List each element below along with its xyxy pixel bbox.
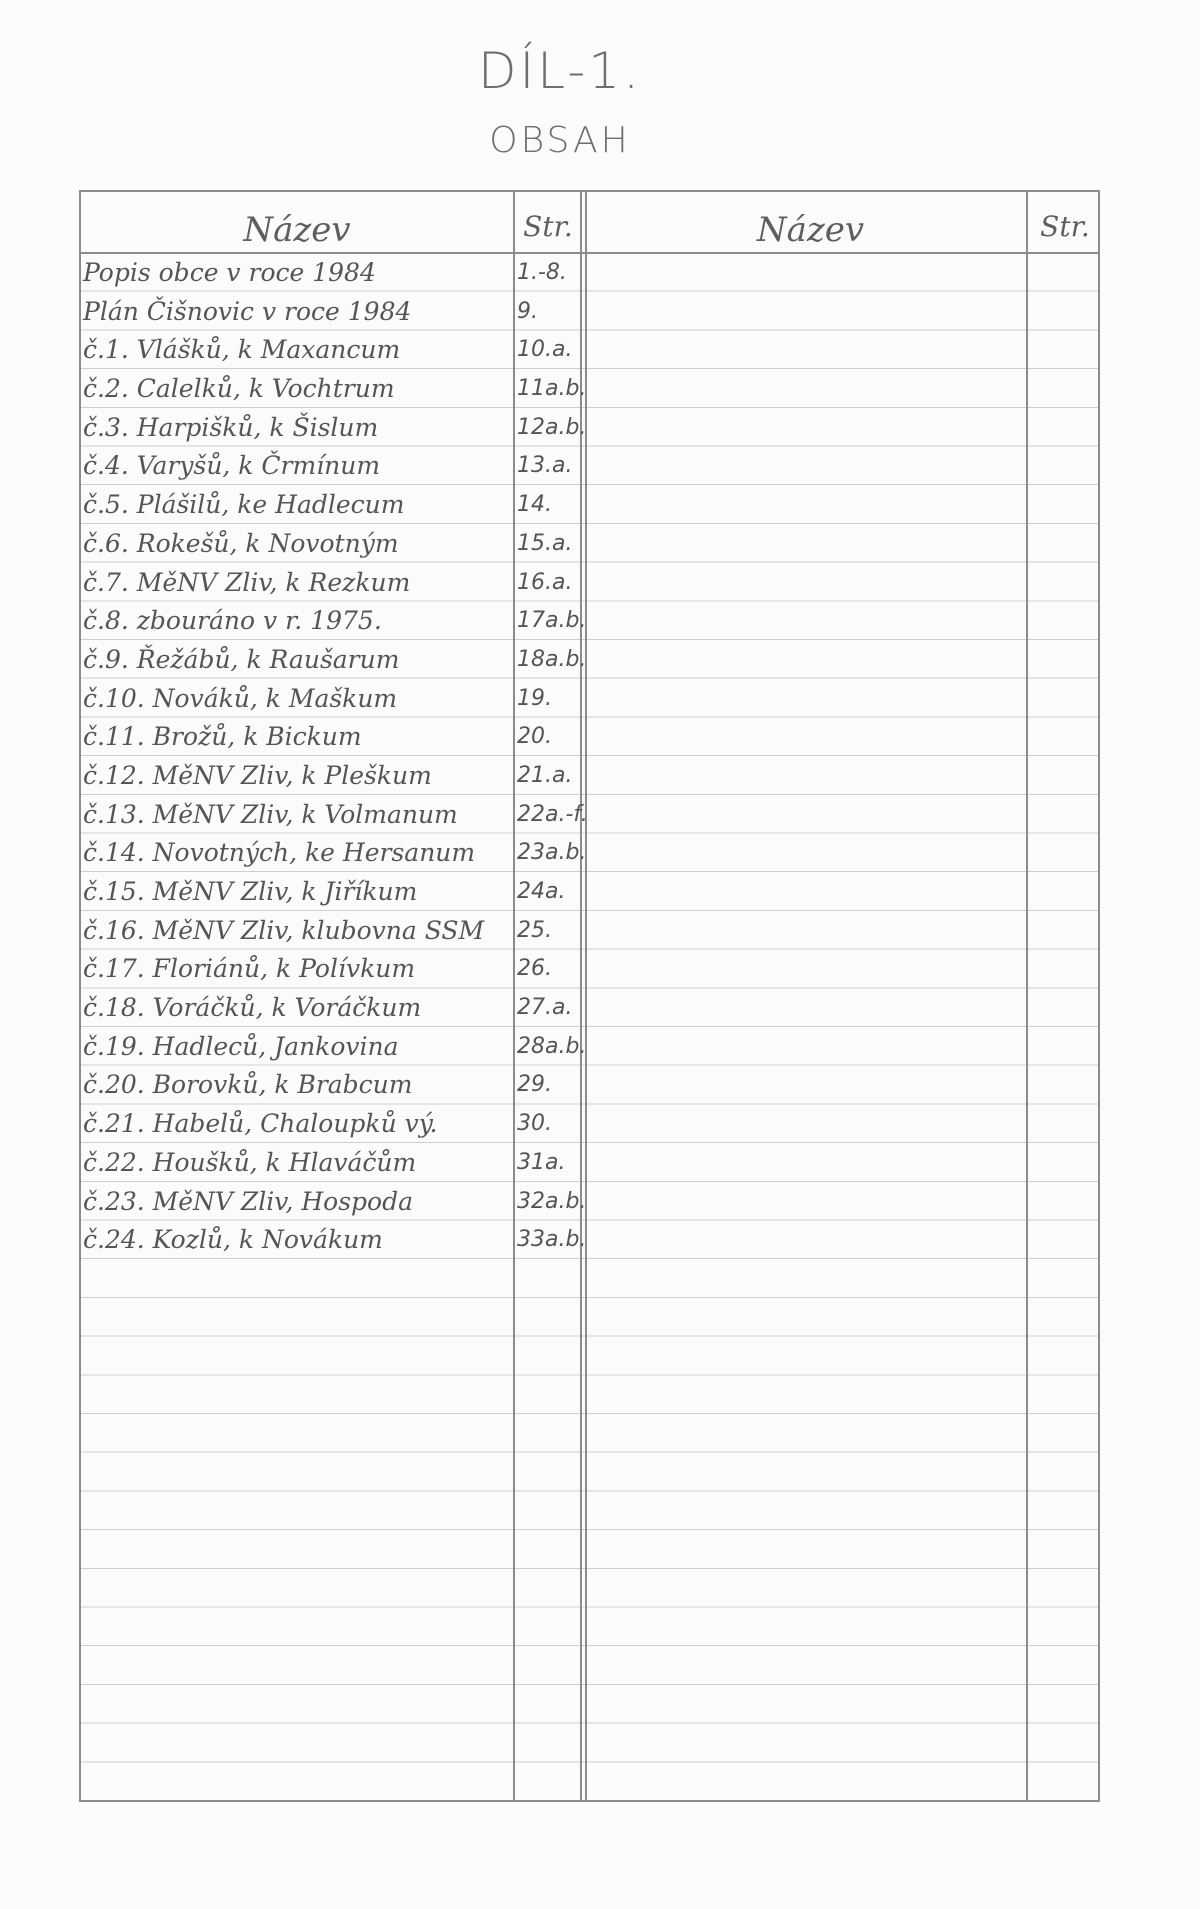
- table-row: [81, 641, 591, 680]
- column-header-name-left: Název: [243, 210, 351, 250]
- entry-page: 10.a.: [517, 337, 573, 363]
- table-row: [81, 834, 591, 873]
- entry-name: č.15. MěNV Zliv, k Jiříkum: [83, 877, 418, 906]
- entry-page: 25.: [517, 917, 552, 943]
- table-row: [81, 331, 591, 370]
- entry-page: 22a.-f.: [517, 801, 588, 827]
- table-row: [81, 950, 591, 989]
- entry-name: Popis obce v roce 1984: [83, 258, 376, 287]
- entry-page: 33a.b.: [517, 1227, 587, 1253]
- entry-name: č.12. MěNV Zliv, k Pleškum: [83, 760, 432, 790]
- entry-page: 18a.b.: [517, 646, 587, 672]
- entry-name: č.16. MěNV Zliv, klubovna SSM: [83, 915, 485, 945]
- entry-page: 29.: [517, 1072, 552, 1098]
- entry-page: 21.a.: [517, 762, 573, 788]
- column-header-name-right: Název: [756, 210, 865, 250]
- table-row: [81, 486, 591, 525]
- entry-name: č.23. MěNV Zliv, Hospoda: [83, 1186, 413, 1216]
- entry-page: 16.a.: [517, 569, 573, 595]
- entry-page: 27.a.: [517, 995, 573, 1021]
- part-title: DÍL-1.: [478, 42, 642, 100]
- entry-name: č.18. Voráčků, k Voráčkum: [83, 993, 422, 1023]
- entry-name: č.4. Varyšů, k Črmínum: [83, 451, 381, 481]
- entry-page: 31a.: [517, 1149, 566, 1175]
- entry-page: 15.a.: [517, 530, 573, 556]
- entry-name: č.1. Vlášků, k Maxancum: [83, 335, 401, 365]
- entry-page: 28a.b.: [517, 1033, 587, 1059]
- entry-page: 17a.b.: [517, 608, 587, 634]
- entries-list: [81, 254, 591, 1260]
- table-row: [81, 873, 591, 912]
- entry-page: 19.: [517, 685, 552, 711]
- entry-page: 11a.b.: [517, 376, 587, 402]
- entry-name: č.13. MěNV Zliv, k Volmanum: [83, 799, 458, 829]
- entry-name: č.8. zbouráno v r. 1975.: [83, 606, 382, 636]
- entry-name: č.7. MěNV Zliv, k Rezkum: [83, 567, 411, 597]
- entry-page: 26.: [517, 956, 552, 982]
- table-row: [81, 1066, 591, 1105]
- entry-name: č.24. Kozlů, k Novákum: [83, 1225, 383, 1255]
- table-row: [81, 254, 591, 293]
- entry-page: 30.: [517, 1111, 552, 1137]
- table-row: [81, 757, 591, 796]
- entry-name: č.17. Floriánů, k Polívkum: [83, 954, 416, 984]
- contents-title: OBSAH: [489, 120, 631, 161]
- entry-page: 14.: [517, 492, 552, 518]
- entry-name: č.11. Brožů, k Bickum: [83, 722, 362, 752]
- entry-name: č.22. Houšků, k Hlaváčům: [83, 1147, 417, 1177]
- column-divider: [1026, 192, 1028, 1800]
- entry-name: č.5. Plášilů, ke Hadlecum: [83, 490, 405, 520]
- table-row: [81, 796, 591, 835]
- entry-page: 13.a.: [517, 453, 573, 479]
- entry-name: č.19. Hadleců, Jankovina: [83, 1031, 399, 1061]
- entry-name: č.9. Řežábů, k Raušarum: [83, 644, 400, 674]
- table-row: [81, 525, 591, 564]
- column-header-page-left: Str.: [523, 210, 573, 243]
- entry-name: č.10. Nováků, k Maškum: [83, 683, 398, 713]
- entry-name: Plán Čišnovic v roce 1984: [83, 296, 412, 326]
- contents-table: [79, 190, 1100, 1802]
- table-row: [81, 293, 591, 332]
- entry-page: 12a.b.: [517, 414, 587, 440]
- entry-name: č.3. Harpišků, k Šislum: [83, 412, 379, 442]
- entry-name: č.2. Calelků, k Vochtrum: [83, 374, 395, 404]
- entry-page: 23a.b.: [517, 840, 587, 866]
- table-row: [81, 1221, 591, 1260]
- table-row: [81, 370, 591, 409]
- table-row: [81, 718, 591, 757]
- table-row: [81, 680, 591, 719]
- table-row: [81, 989, 591, 1028]
- entry-page: 9.: [517, 298, 538, 324]
- table-row: [81, 1144, 591, 1183]
- table-row: [81, 447, 591, 486]
- entry-name: č.21. Habelů, Chaloupků vý.: [83, 1109, 438, 1139]
- entry-page: 32a.b.: [517, 1188, 587, 1214]
- table-row: [81, 1105, 591, 1144]
- table-row: [81, 602, 591, 641]
- table-row: [81, 564, 591, 603]
- entry-name: č.14. Novotných, ke Hersanum: [83, 838, 476, 868]
- table-row: [81, 409, 591, 448]
- table-row: [81, 1028, 591, 1067]
- entry-name: č.6. Rokešů, k Novotným: [83, 528, 399, 558]
- entry-page: 1.-8.: [517, 260, 567, 285]
- entry-page: 20.: [517, 724, 552, 750]
- table-row: [81, 912, 591, 951]
- entry-name: č.20. Borovků, k Brabcum: [83, 1070, 413, 1100]
- table-row: [81, 1183, 591, 1222]
- entry-page: 24a.: [517, 879, 566, 904]
- column-header-page-right: Str.: [1040, 210, 1090, 243]
